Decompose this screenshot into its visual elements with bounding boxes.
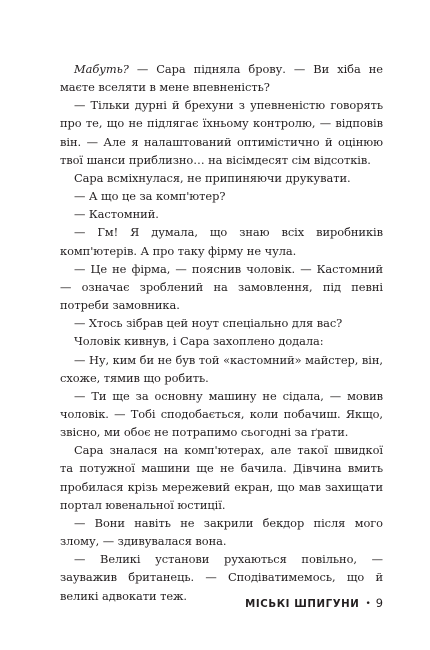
paragraph: — Вони навіть не закрили бекдор після мого злому, — здивувалася вона.	[60, 515, 383, 549]
paragraph: Чоловік кивнув, і Сара захоплено додала:	[74, 334, 324, 349]
paragraph: — Кастомний.	[74, 207, 159, 222]
paragraph: Сара всміхнулася, не припиняючи друкувати.	[74, 170, 351, 185]
page-number: 9	[375, 596, 383, 610]
italic-word: Мабуть?	[74, 62, 129, 76]
paragraph	[60, 60, 383, 96]
page-footer	[0, 595, 383, 613]
body-text	[60, 60, 383, 605]
paragraph: — Хтось зібрав цей ноут спеціально для вас?	[74, 316, 343, 331]
paragraph: — Гм! Я думала, що знаю всіх виробників комп'ютерів. А про таку фірму не чула.	[60, 225, 383, 258]
bullet-separator: •	[365, 599, 371, 609]
paragraph: — А що це за комп'ютер?	[74, 189, 226, 204]
paragraph: — Ну, ким би не був той «кастомний» майстер, він, схоже, тямив що робить.	[60, 352, 383, 385]
paragraph-text: — Сара підняла брову. — Ви хіба не маєте вселяти в мене впевненість?	[60, 62, 383, 95]
paragraph: — Це не фірма, — пояснив чоловік. — Кастомний — означає зроблений на замовлення, під певні потреби замовника.	[60, 261, 383, 313]
paragraph: — Ти ще за основну машину не сідала, — мовив чоловік. — Тобі сподобається, коли побачиш. Якщо, звісно, ми обоє не потрапимо сьогодні за ґрати.	[60, 388, 383, 440]
paragraph: — Великі установи рухаються повільно, — зауважив британець. — Сподіватимемось, що й великі адвокати теж.	[60, 552, 383, 603]
running-head: МІСЬКІ ШПИГУНИ	[245, 599, 360, 610]
paragraph: Сара зналася на комп'ютерах, але такої швидкої та потужної машини ще не бачила. Дівчина вмить пробилася крізь мережевий екран, що мав захищати портал ювенальної юстиції.	[60, 443, 383, 512]
paragraph: — Тільки дурні й брехуни з упевненістю говорять про те, що не підлягає їхньому контролю, — відповів він. — Але я налаштований оптимістично й оцінюю твої шанси приблизно… на вісімдесят сім відсотків.	[60, 98, 383, 167]
